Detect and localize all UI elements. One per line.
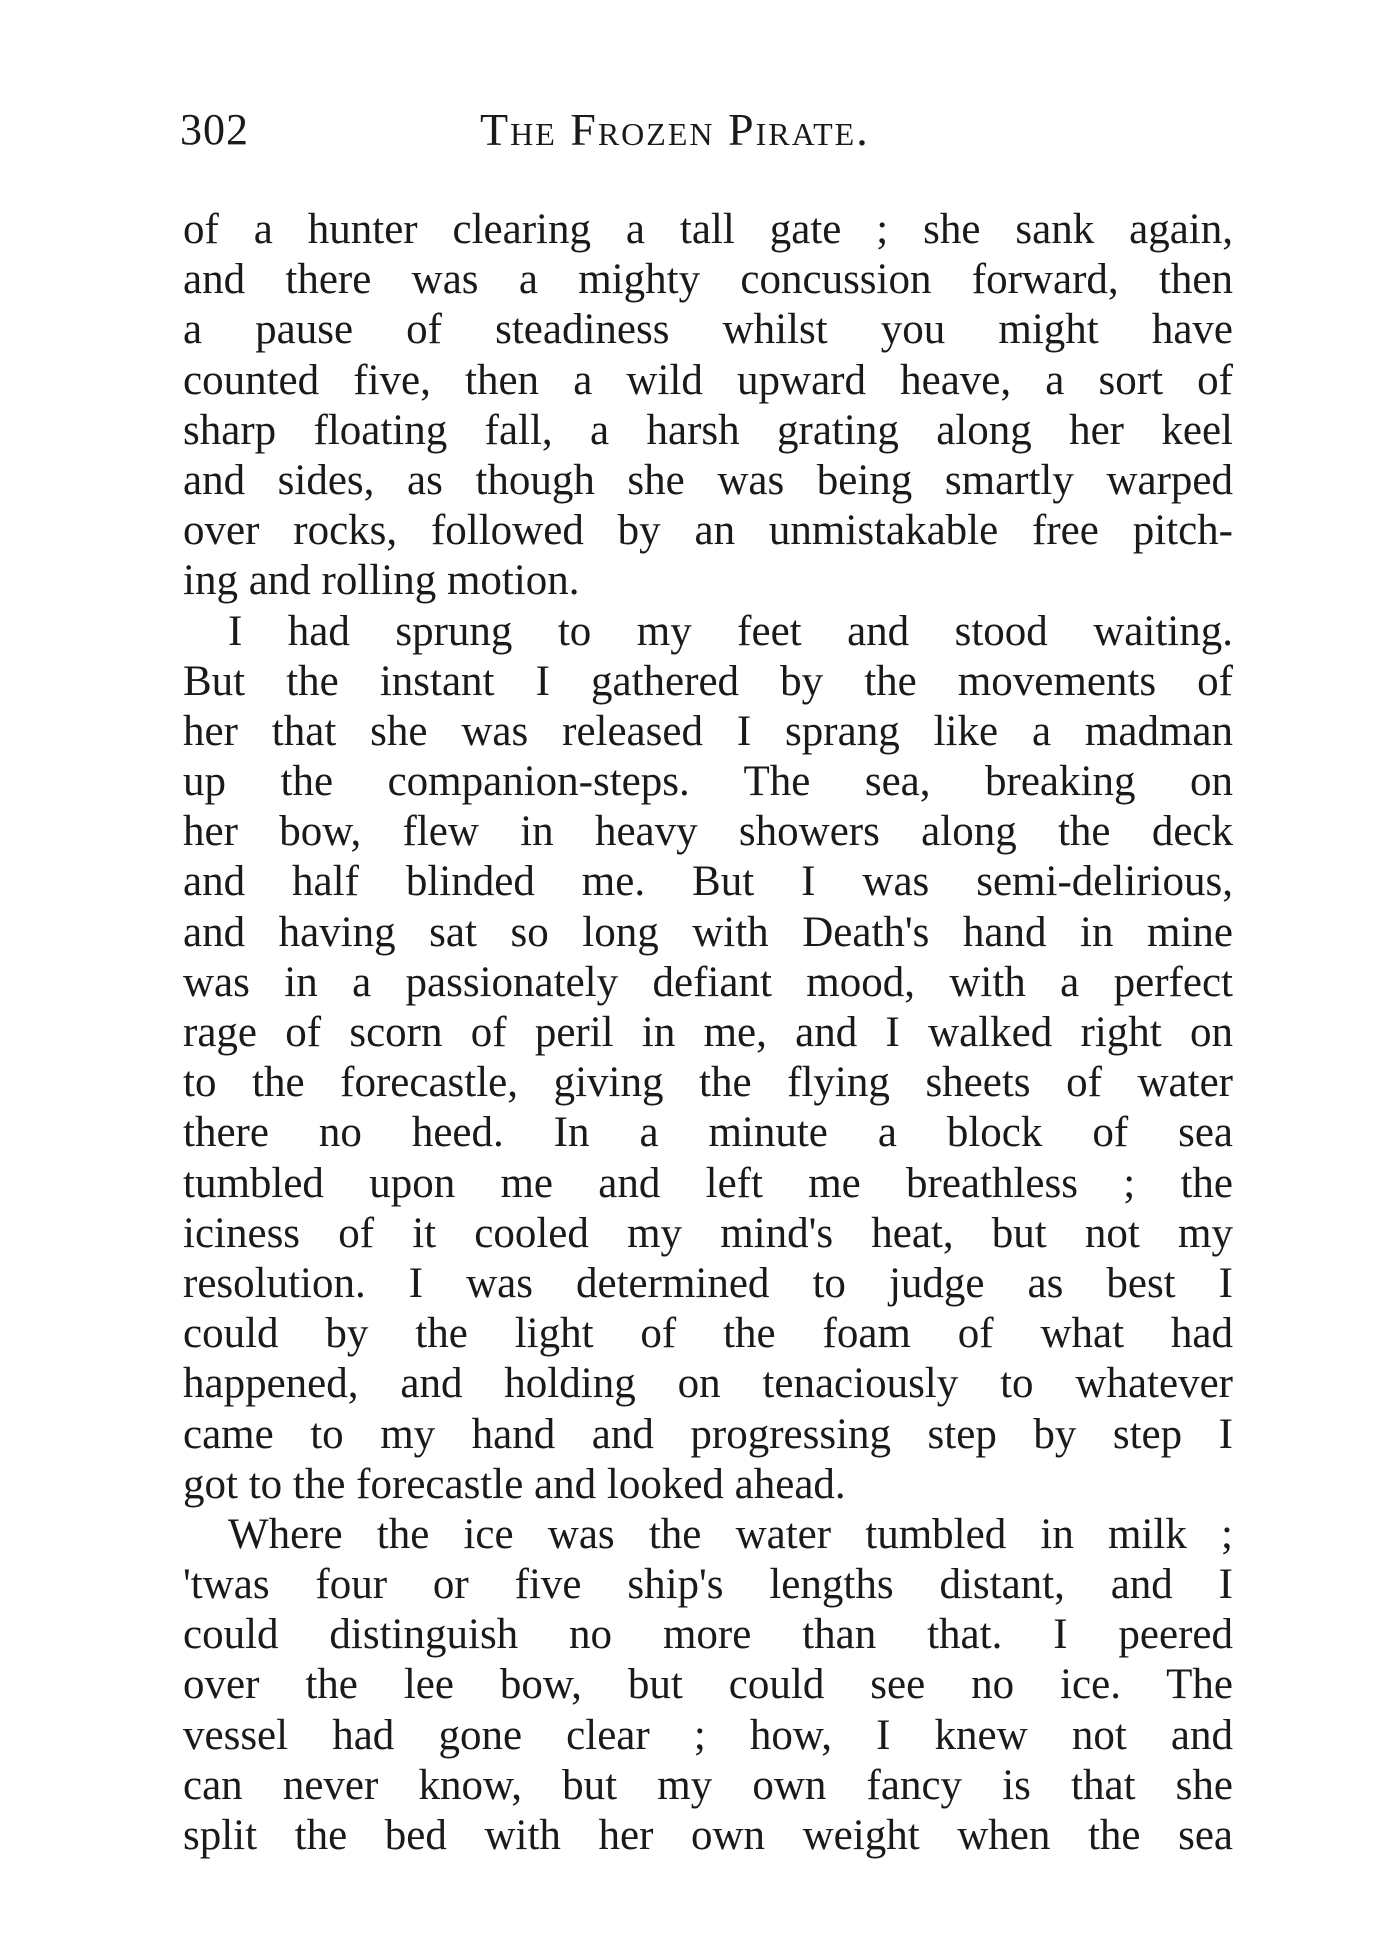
text-line: rage of scorn of peril in me, and I walked right on bbox=[183, 1009, 1233, 1056]
text-line: tumbled upon me and left me breathless ; the bbox=[183, 1159, 1233, 1207]
running-head bbox=[180, 100, 1230, 160]
text-line: there no heed. In a minute a block of sea bbox=[183, 1109, 1233, 1157]
text-line: came to my hand and progressing step by step I bbox=[183, 1410, 1233, 1458]
text-line: over rocks, followed by an unmistakable free pitch- bbox=[183, 507, 1233, 555]
text-line: vessel had gone clear ; how, I knew not and bbox=[183, 1711, 1233, 1759]
text-line: split the bed with her own weight when the sea bbox=[183, 1812, 1233, 1859]
text-line: up the companion-steps. The sea, breaking on bbox=[183, 758, 1233, 806]
text-line: and having sat so long with Death's hand in mine bbox=[183, 908, 1233, 956]
text-line: over the lee bow, but could see no ice. The bbox=[183, 1661, 1233, 1709]
text-line: and half blinded me. But I was semi-delirious, bbox=[183, 858, 1233, 906]
body-text bbox=[183, 205, 1233, 1861]
text-line: was in a passionately defiant mood, with a perfect bbox=[183, 958, 1233, 1006]
text-line: happened, and holding on tenaciously to whatever bbox=[183, 1360, 1233, 1408]
text-line: could by the light of the foam of what had bbox=[183, 1310, 1233, 1358]
text-line: counted five, then a wild upward heave, a sort of bbox=[183, 356, 1233, 404]
text-line: her that she was released I sprang like a madman bbox=[183, 707, 1233, 755]
text-line: to the forecastle, giving the flying sheets of water bbox=[183, 1059, 1233, 1107]
text-line: and there was a mighty concussion forward, then bbox=[183, 256, 1233, 304]
text-line: got to the forecastle and looked ahead. bbox=[183, 1460, 846, 1508]
page-number: 302 bbox=[180, 105, 249, 154]
text-line: sharp floating fall, a harsh grating along her keel bbox=[183, 406, 1233, 454]
running-title: The Frozen Pirate. bbox=[480, 104, 870, 155]
text-line: But the instant I gathered by the movements of bbox=[183, 657, 1233, 705]
text-line: a pause of steadiness whilst you might have bbox=[183, 306, 1233, 354]
text-line: resolution. I was determined to judge as best I bbox=[183, 1259, 1233, 1307]
text-line: iciness of it cooled my mind's heat, but not my bbox=[183, 1209, 1233, 1257]
text-line: of a hunter clearing a tall gate ; she sank again, bbox=[183, 206, 1233, 253]
paragraph-start-line: I had sprung to my feet and stood waiting. bbox=[228, 607, 1233, 655]
text-line: could distinguish no more than that. I peered bbox=[183, 1611, 1233, 1659]
text-line: 'twas four or five ship's lengths distant, and I bbox=[183, 1561, 1233, 1609]
text-line: ing and rolling motion. bbox=[183, 557, 580, 605]
text-line: can never know, but my own fancy is that she bbox=[183, 1761, 1233, 1809]
text-line: her bow, flew in heavy showers along the deck bbox=[183, 808, 1233, 856]
paragraph-start-line: Where the ice was the water tumbled in milk ; bbox=[228, 1510, 1233, 1558]
text-line: and sides, as though she was being smartly warped bbox=[183, 456, 1233, 504]
